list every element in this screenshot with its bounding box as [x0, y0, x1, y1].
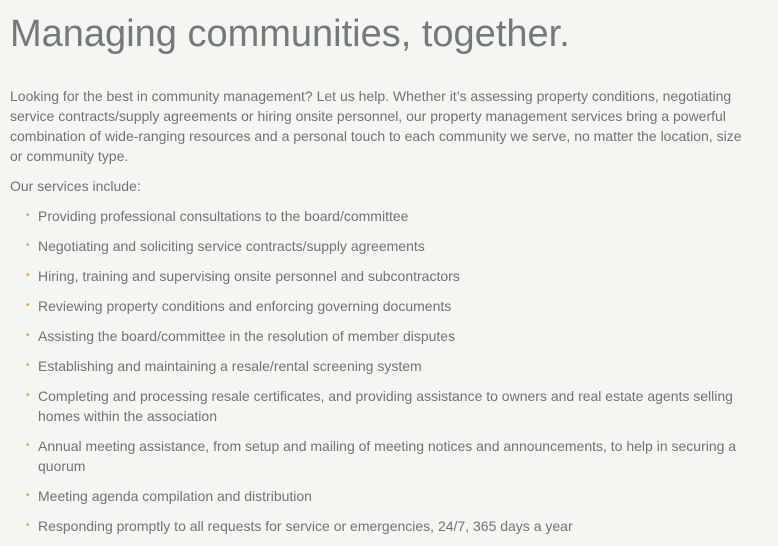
main-content [10, 0, 770, 546]
service-item [10, 266, 750, 286]
bullet-icon: • [26, 390, 30, 401]
page-title: Managing communities, together. [10, 13, 570, 55]
service-item-text: Providing professional consultations to the board/committee [38, 208, 409, 224]
service-item-text: Responding promptly to all requests for service or emergencies, 24/7, 365 days a year [38, 518, 573, 534]
service-item-text: Meeting agenda compilation and distribution [38, 488, 312, 504]
bullet-icon: • [26, 440, 30, 451]
service-item [10, 486, 750, 506]
service-item [10, 356, 750, 376]
bullet-icon: • [26, 330, 30, 341]
service-item [10, 386, 750, 426]
service-item [10, 236, 750, 256]
service-item [10, 516, 750, 536]
services-label: Our services include: [10, 178, 141, 194]
bullet-icon: • [26, 270, 30, 281]
service-item-text: Reviewing property conditions and enforcing governing documents [38, 298, 452, 314]
service-item-text: Establishing and maintaining a resale/rental screening system [38, 358, 422, 374]
service-item [10, 206, 750, 226]
service-item [10, 296, 750, 316]
service-item [10, 436, 750, 476]
services-list [10, 206, 770, 536]
service-item-text: Negotiating and soliciting service contracts/supply agreements [38, 238, 425, 254]
bullet-icon: • [26, 240, 30, 251]
service-item [10, 326, 750, 346]
service-item-text: Assisting the board/committee in the resolution of member disputes [38, 328, 456, 344]
intro-paragraph: Looking for the best in community management? Let us help. Whether it’s assessing property conditions, negotiating service contracts/supply agreements or hiring onsite personnel, our property management services bring a powerful combination of wide-ranging resources and a personal touch to each community we serve, no matter the location, size or community type. [10, 88, 742, 164]
bullet-icon: • [26, 520, 30, 531]
bullet-icon: • [26, 490, 30, 501]
service-item-text: Hiring, training and supervising onsite personnel and subcontractors [38, 268, 460, 284]
service-item-text: Annual meeting assistance, from setup and mailing of meeting notices and announcements, to help in securing a quorum [38, 438, 737, 474]
service-item-text: Completing and processing resale certificates, and providing assistance to owners and real estate agents selling homes within the association [38, 388, 733, 424]
bullet-icon: • [26, 360, 30, 371]
bullet-icon: • [26, 210, 30, 221]
bullet-icon: • [26, 300, 30, 311]
